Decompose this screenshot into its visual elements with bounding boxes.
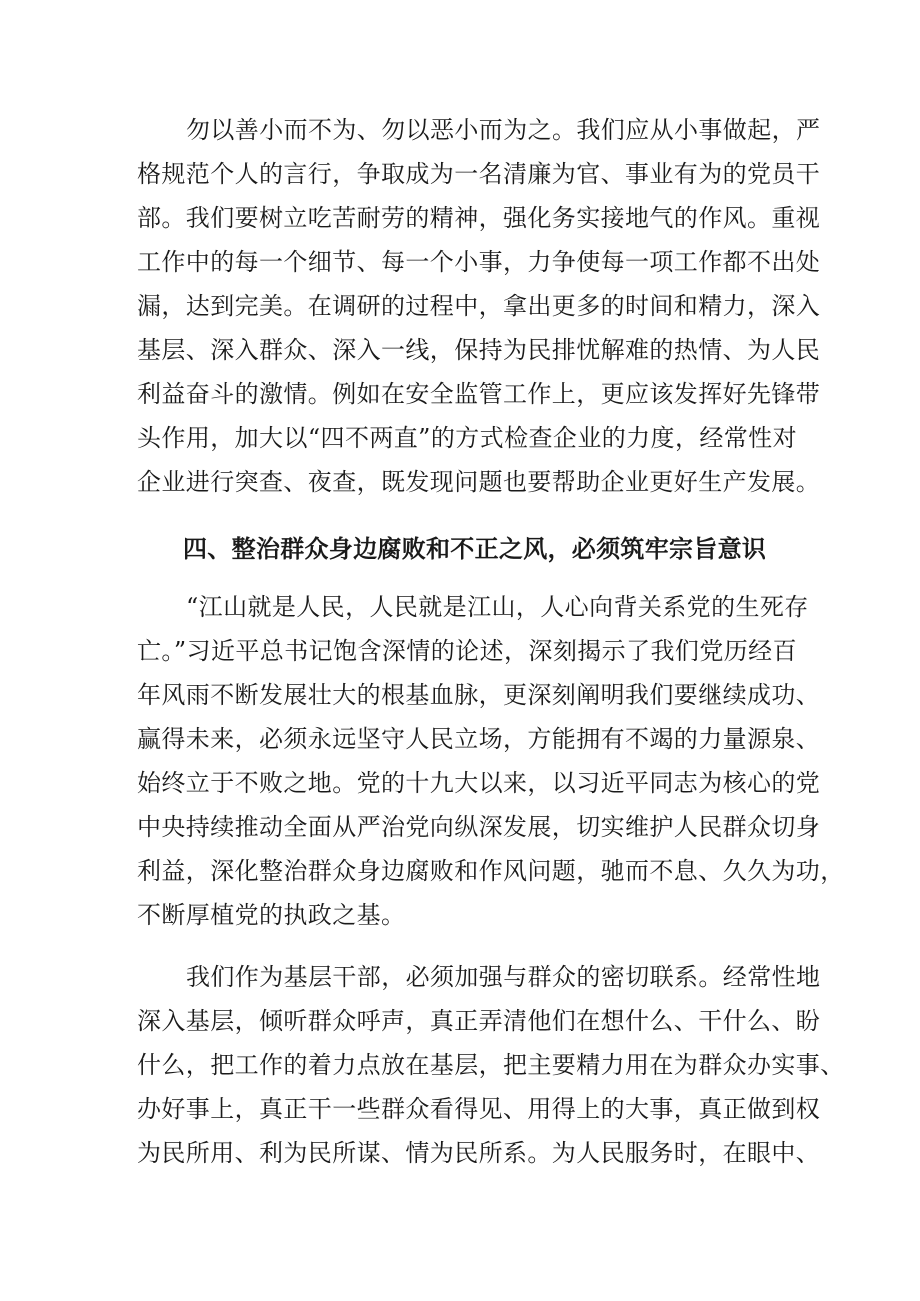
section-heading: 四、整治群众身边腐败和不正之风，必须筑牢宗旨意识 [183,535,767,563]
paragraph-1-line-2: 格规范个人的言行，争取成为一名清廉为官、事业有为的党员干 [137,160,821,188]
paragraph-1-line-4: 工作中的每一个细节、每一个小事，力争使每一项工作都不出处 [137,248,821,276]
paragraph-1-line-8: 头作用，加大以“四不两直”的方式检查企业的力度，经常性对 [137,424,797,452]
paragraph-1-line-5: 漏，达到完美。在调研的过程中，拿出更多的时间和精力，深入 [137,292,821,320]
paragraph-2-line-4: 赢得未来，必须永远坚守人民立场，方能拥有不竭的力量源泉、 [137,725,821,753]
paragraph-3-line-5: 为民所用、利为民所谋、情为民所系。为人民服务时，在眼中、 [137,1139,821,1167]
paragraph-1-line-9: 企业进行突查、夜查，既发现问题也要帮助企业更好生产发展。 [137,468,821,496]
paragraph-2-line-2: 亡。”习近平总书记饱含深情的论述，深刻揭示了我们党历经百 [137,637,797,665]
paragraph-2-line-6: 中央持续推动全面从严治党向纵深发展，切实维护人民群众切身 [137,813,821,841]
paragraph-1-line-3: 部。我们要树立吃苦耐劳的精神，强化务实接地气的作风。重视 [137,204,821,232]
paragraph-3-line-4: 办好事上，真正干一些群众看得见、用得上的大事，真正做到权 [137,1095,821,1123]
paragraph-3-line-3: 什么，把工作的着力点放在基层，把主要精力用在为群众办实事、 [137,1051,845,1079]
paragraph-2-line-8: 不断厚植党的执政之基。 [137,901,406,929]
paragraph-2-line-1: “江山就是人民，人民就是江山，人心向背关系党的生死存 [186,593,809,621]
paragraph-3-line-1: 我们作为基层干部，必须加强与群众的密切联系。经常性地 [186,963,821,991]
paragraph-1-line-1: 勿以善小而不为、勿以恶小而为之。我们应从小事做起，严 [186,116,821,144]
paragraph-2-line-5: 始终立于不败之地。党的十九大以来，以习近平同志为核心的党 [137,769,821,797]
paragraph-1-line-7: 利益奋斗的激情。例如在安全监管工作上，更应该发挥好先锋带 [137,380,821,408]
paragraph-2-line-7: 利益，深化整治群众身边腐败和作风问题，驰而不息、久久为功， [137,857,845,885]
paragraph-2-line-3: 年风雨不断发展壮大的根基血脉，更深刻阐明我们要继续成功、 [137,681,821,709]
paragraph-3-line-2: 深入基层，倾听群众呼声，真正弄清他们在想什么、干什么、盼 [137,1007,821,1035]
paragraph-1-line-6: 基层、深入群众、深入一线，保持为民排忧解难的热情、为人民 [137,336,821,364]
